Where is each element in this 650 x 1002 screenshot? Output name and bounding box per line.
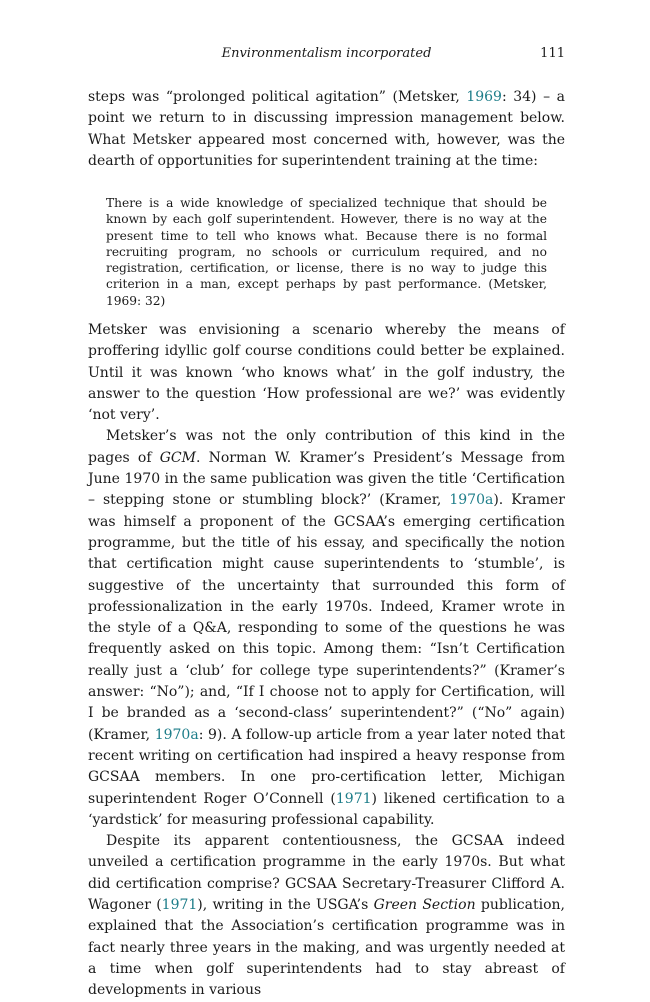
paragraph-2: Metsker was envisioning a scenario whereby the means of proffering idyllic golf course conditions could better be explained. Until it was known ‘who knows what’ in the golf industry, the answer to the question ‘How professional are we?’ was evidently ‘not very’. bbox=[88, 322, 565, 424]
journal-title-gcm: GCM bbox=[159, 449, 196, 466]
para1-text-2: : 34) – a point we return to in discussing impression management below. What Metsker appeared most concerned with, however, was the dearth of opportunities for superintendent training at the time: bbox=[88, 89, 565, 169]
citation-link-kramer-1970a[interactable]: 1970a bbox=[449, 492, 494, 509]
paragraph-3 bbox=[88, 426, 565, 831]
body-text-lower bbox=[88, 320, 565, 1002]
publication-title-green-section: Green Section bbox=[373, 897, 476, 914]
para4-text-2: ), writing in the USGA’s bbox=[197, 897, 374, 914]
running-head bbox=[88, 44, 565, 64]
citation-link-kramer-1970a-2[interactable]: 1970a bbox=[154, 726, 199, 743]
para3-text-3: ). Kramer was himself a proponent of the GCSAA’s emerging certification programme, but the title of his essay, and specifically the notion that certification might cause superintendents to ‘stumble’, is suggestive of the uncertainty that surrounded this form of professionalization in the early 1970s. Indeed, Kramer wrote in the style of a Q&A, responding to some of the questions he was frequently asked on this topic. Among them: “Isn’t Certification really just a ‘club’ for college type superintendents?” (Kramer’s answer: “No”); and, “If I choose not to apply for Certification, will I be branded as a ‘second-class’ superintendent?” (“No” again) (Kramer, bbox=[88, 492, 565, 743]
para1-text-1: steps was “prolonged political agitation” (Metsker, bbox=[88, 89, 467, 105]
citation-link-metsker-1969[interactable]: 1969 bbox=[466, 89, 502, 105]
para3-text-4: : 9). A follow-up article from a year later noted that recent writing on certification had inspired a heavy response from GCSAA members. In one pro-certification letter, Michigan superintendent Roger O’Connell ( bbox=[88, 726, 565, 807]
block-quote: There is a wide knowledge of specialized technique that should be known by each golf superintendent. However, there is no way at the present time to tell who knows what. Because there is no formal recruiting program, no schools or curriculum required, and no registration, certification, or license, there is no way to judge this criterion in a man, except perhaps by past performance. (Metsker, 1969: 32) bbox=[106, 196, 547, 308]
para3-text-2: . Norman W. Kramer’s President’s Message from June 1970 in the same publication was given the title ‘Certification – stepping stone or stumbling block?’ (Kramer, bbox=[88, 449, 565, 509]
paragraph-1 bbox=[88, 87, 565, 172]
para4-text-1: Despite its apparent contentiousness, the GCSAA indeed unveiled a certification programme in the early 1970s. But what did certification comprise? GCSAA Secretary-Treasurer Clifford A. Wagoner ( bbox=[88, 833, 565, 914]
citation-link-wagoner-1971[interactable]: 1971 bbox=[161, 897, 198, 914]
paragraph-4 bbox=[88, 831, 565, 1001]
body-text-upper bbox=[88, 87, 565, 172]
para4-text-3: publication, explained that the Association’s certification programme was in fact nearly three years in the making, and was urgently needed at a time when golf superintendents had to stay abreast of developments in various bbox=[88, 897, 565, 999]
para3-text-1: Metsker’s was not the only contribution of this kind in the pages of bbox=[88, 428, 565, 466]
running-title: Environmentalism incorporated bbox=[221, 46, 432, 61]
citation-link-oconnell-1971[interactable]: 1971 bbox=[335, 790, 372, 807]
page-number: 111 bbox=[540, 46, 565, 61]
para3-text-5: ) likened certification to a ‘yardstick’ for measuring professional capability. bbox=[88, 790, 566, 828]
